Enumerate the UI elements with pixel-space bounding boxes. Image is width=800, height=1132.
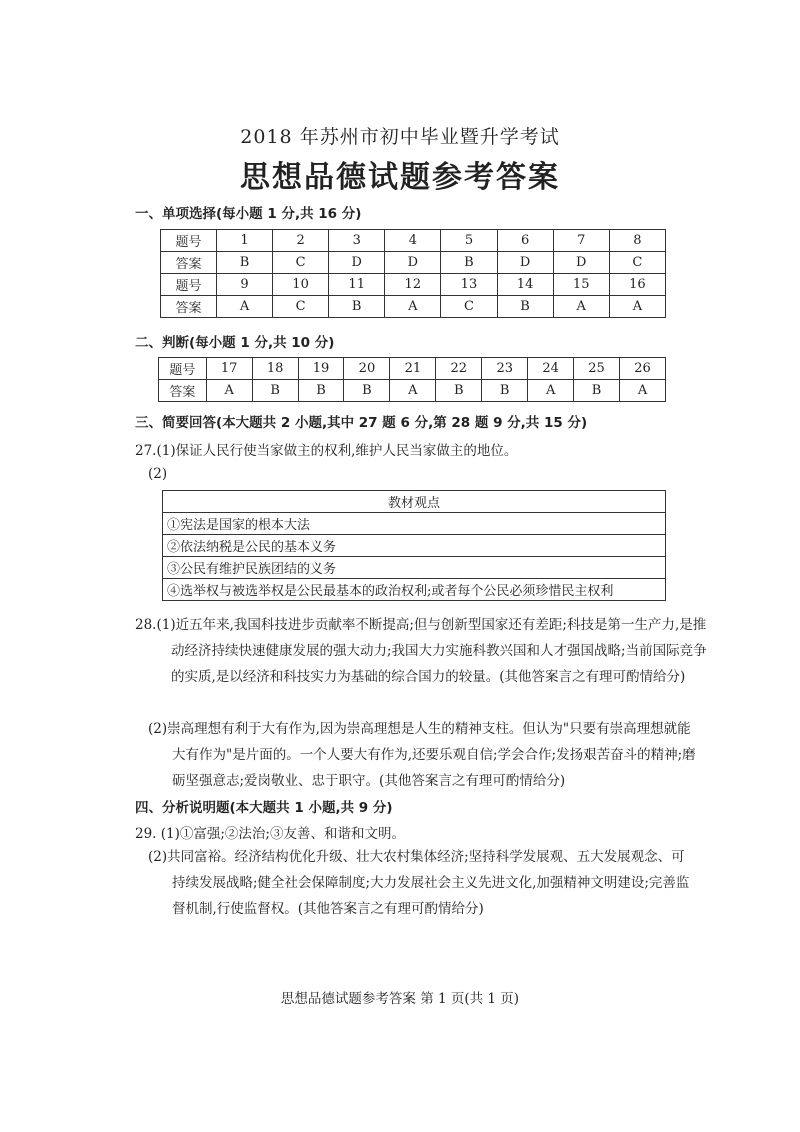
q28-part1-answer: 28.(1)近五年来,我国科技进步贡献率不断提高;但与创新型国家还有差距;科技是第一生产力,是推动经济持续快速健康发展的强大动力;我国大力实施科教兴国和人才强国战略;当前国际竞争的实质,是以经济和科技实力为基础的综合国力的较量。(其他答案言之有理可酌情给分): [135, 617, 707, 685]
exam-title: 2018 年苏州市初中毕业暨升学考试: [240, 126, 560, 148]
table-row: [163, 557, 666, 579]
table-cell: 19: [298, 358, 344, 380]
table-cell: A: [528, 380, 574, 402]
table-cell: D: [329, 252, 385, 274]
table-cell: ②依法纳税是公民的基本义务: [163, 535, 666, 557]
table-cell: A: [620, 380, 666, 402]
table-cell: 26: [620, 358, 666, 380]
table-cell: 9: [217, 274, 273, 296]
table-cell: 10: [273, 274, 329, 296]
table-row: [159, 380, 666, 402]
table-row: [161, 274, 666, 296]
table-cell: 11: [329, 274, 385, 296]
table-cell: B: [298, 380, 344, 402]
table-cell: A: [385, 296, 441, 318]
table-row: [161, 296, 666, 318]
page-footer: 思想品德试题参考答案 第 1 页(共 1 页): [280, 991, 520, 1007]
q29-part1-answer: 29. (1)①富强;②法治;③友善、和谐和文明。: [135, 826, 405, 842]
table-cell: A: [390, 380, 436, 402]
table-cell: B: [574, 380, 620, 402]
table-cell: B: [436, 380, 482, 402]
document-title: 思想品德试题参考答案: [240, 160, 560, 195]
table-cell: 4: [385, 230, 441, 252]
table-row: [161, 230, 666, 252]
table-header-cell: 教材观点: [163, 491, 666, 513]
table-cell: B: [217, 252, 273, 274]
table-row: [163, 579, 666, 601]
q27-part2-label: (2): [148, 466, 168, 482]
table-row: [161, 252, 666, 274]
table-cell: A: [217, 296, 273, 318]
table-cell: 15: [553, 274, 609, 296]
table-cell: 25: [574, 358, 620, 380]
table-cell: D: [497, 252, 553, 274]
q29-part2-answer: (2)共同富裕。经济结构优化升级、壮大农村集体经济;坚持科学发展观、五大发展观念、可持续发展战略;健全社会保障制度;大力发展社会主义先进文化,加强精神文明建设;完善监督机制,行使监督权。(其他答案言之有理可酌情给分): [148, 849, 690, 917]
table-cell: C: [441, 296, 497, 318]
table-cell: 答案: [159, 380, 207, 402]
table-cell: B: [482, 380, 528, 402]
table-cell: 题号: [161, 230, 217, 252]
table-cell: 题号: [159, 358, 207, 380]
section1-heading: 一、单项选择(每小题 1 分,共 16 分): [135, 206, 362, 222]
table-cell: 20: [344, 358, 390, 380]
section1-answer-table: [160, 229, 666, 318]
table-cell: B: [252, 380, 298, 402]
section3-heading: 三、简要回答(本大题共 2 小题,其中 27 题 6 分,第 28 题 9 分,共 15 分): [135, 415, 588, 431]
table-cell: 2: [273, 230, 329, 252]
table-cell: B: [329, 296, 385, 318]
table-row: [163, 491, 666, 513]
table-cell: 答案: [161, 296, 217, 318]
table-cell: 12: [385, 274, 441, 296]
table-cell: 16: [609, 274, 665, 296]
table-cell: 6: [497, 230, 553, 252]
table-row: [159, 358, 666, 380]
section4-heading: 四、分析说明题(本大题共 1 小题,共 9 分): [135, 800, 393, 816]
table-cell: 14: [497, 274, 553, 296]
table-cell: 22: [436, 358, 482, 380]
q28-part2-answer: (2)崇高理想有利于大有作为,因为崇高理想是人生的精神支柱。但认为"只要有崇高理想就能大有作为"是片面的。一个人要大有作为,还要乐观自信;学会合作;发扬艰苦奋斗的精神;磨砺坚强意志;爱岗敬业、忠于职守。(其他答案言之有理可酌情给分): [148, 721, 696, 789]
section2-heading: 二、判断(每小题 1 分,共 10 分): [135, 335, 335, 351]
section2-answer-table: [158, 357, 666, 402]
table-cell: ①宪法是国家的根本大法: [163, 513, 666, 535]
table-row: [163, 513, 666, 535]
table-cell: ③公民有维护民族团结的义务: [163, 557, 666, 579]
table-cell: C: [273, 252, 329, 274]
table-cell: D: [385, 252, 441, 274]
table-cell: A: [553, 296, 609, 318]
table-cell: A: [609, 296, 665, 318]
textbook-views-table: [162, 490, 666, 601]
table-cell: C: [609, 252, 665, 274]
table-cell: A: [206, 380, 252, 402]
table-cell: 题号: [161, 274, 217, 296]
table-cell: 3: [329, 230, 385, 252]
table-cell: B: [441, 252, 497, 274]
table-cell: 23: [482, 358, 528, 380]
table-cell: 7: [553, 230, 609, 252]
table-cell: 24: [528, 358, 574, 380]
table-cell: C: [273, 296, 329, 318]
table-cell: 13: [441, 274, 497, 296]
table-cell: B: [497, 296, 553, 318]
table-cell: 1: [217, 230, 273, 252]
table-cell: 答案: [161, 252, 217, 274]
q27-part1-answer: 27.(1)保证人民行使当家做主的权利,维护人民当家做主的地位。: [135, 443, 518, 459]
table-cell: 21: [390, 358, 436, 380]
table-cell: 18: [252, 358, 298, 380]
table-cell: ④选举权与被选举权是公民最基本的政治权利;或者每个公民必须珍惜民主权利: [163, 579, 666, 601]
table-cell: 8: [609, 230, 665, 252]
table-cell: 5: [441, 230, 497, 252]
table-cell: 17: [206, 358, 252, 380]
table-row: [163, 535, 666, 557]
table-cell: B: [344, 380, 390, 402]
table-cell: D: [553, 252, 609, 274]
